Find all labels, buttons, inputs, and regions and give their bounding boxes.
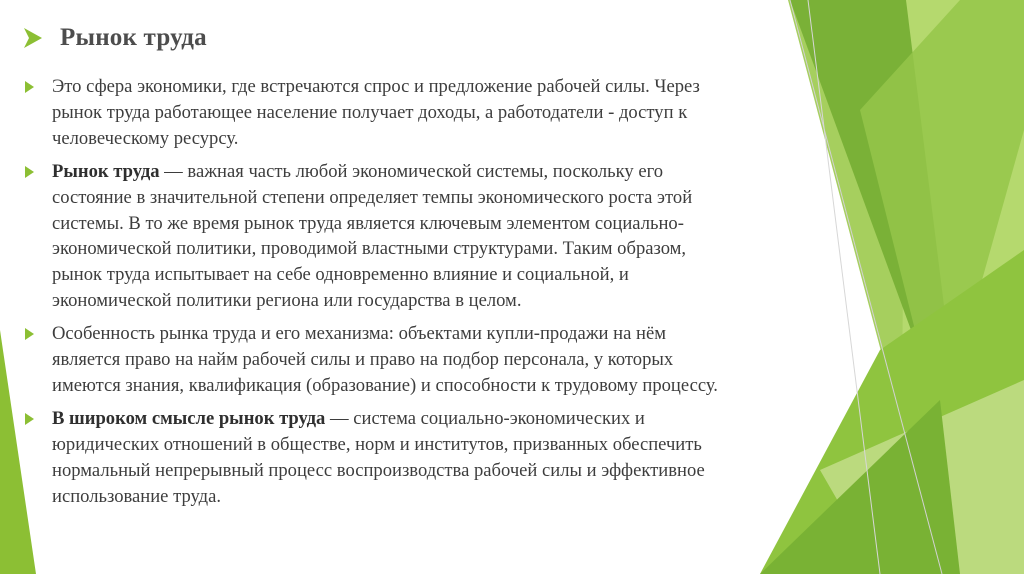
- slide-title: Рынок труда: [60, 24, 207, 51]
- bullet-text: Это сфера экономики, где встречаются спрос и предложение рабочей силы. Через рынок труда работающее население получает доходы, а работодатели - доступ к человеческому ресурсу.: [52, 76, 700, 149]
- bullet-triangle-icon: [25, 328, 34, 340]
- bullet-item-2: [22, 159, 734, 314]
- bullet-triangle-icon: [25, 166, 34, 178]
- bullet-bold-term: Рынок труда: [52, 160, 160, 182]
- bullet-text: — важная часть любой экономической системы, поскольку его состояние в значительной степени определяет темпы экономического роста этой системы. В то же время рынок труда является ключевым элементом социально-экономической политики, проводимой властными структурами. Таким образом, рынок труда испытывает на себе одновременно влияние и социальной, и экономической политики региона или государства в целом.: [52, 160, 693, 312]
- bullet-list: [22, 74, 734, 517]
- title-arrow-icon: [24, 28, 42, 48]
- bullet-text: Особенность рынка труда и его механизма: объектами купли-продажи на нём является право на найм рабочей силы и право на подбор персонала, у которых имеются знания, квалификация (образование) и способности к трудовому процессу.: [52, 323, 718, 396]
- bullet-text: — система социально-экономических и юридических отношений в обществе, норм и институтов, призванных обеспечить нормальный непрерывный процесс воспроизводства рабочей силы и эффективное использование труда.: [52, 407, 705, 507]
- bullet-item-4: [22, 406, 734, 510]
- bullet-bold-term: В широком смысле рынок труда: [52, 407, 326, 429]
- title-row: [24, 20, 207, 56]
- bullet-item-3: [22, 321, 734, 399]
- bullet-triangle-icon: [25, 81, 34, 93]
- bullet-triangle-icon: [25, 413, 34, 425]
- bullet-item-1: [22, 74, 734, 152]
